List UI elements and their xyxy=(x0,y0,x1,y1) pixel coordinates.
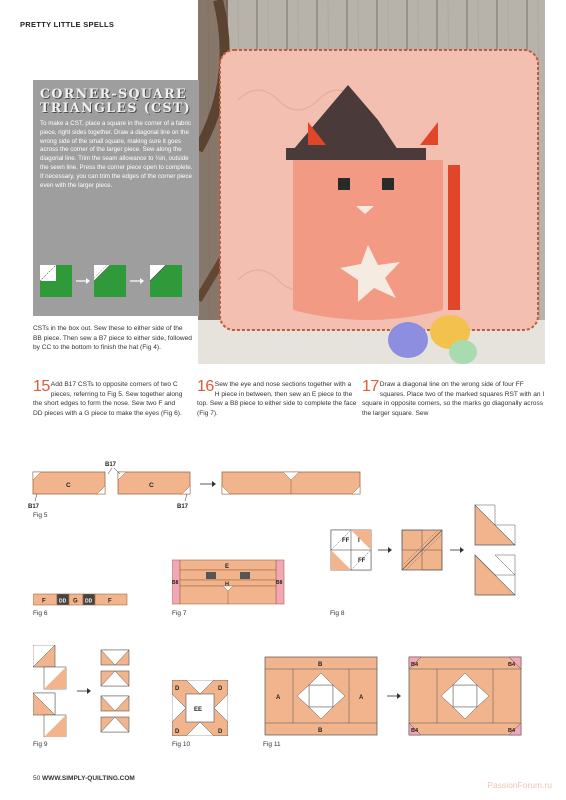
step-15-text: Add B17 CSTs to opposite corners of two C pieces, referring to Fig 5. Sew together along the short edges to form the nose. Sew two F and DD pieces with a G piece to make the eyes (Fig 6). xyxy=(33,381,183,417)
fig7-e: E xyxy=(225,564,230,570)
fig5-c-left: C xyxy=(66,482,71,489)
fig8-ff-top: FF xyxy=(342,538,350,544)
fig5-diagram xyxy=(28,458,368,516)
step-17-number: 17 xyxy=(362,378,379,395)
sidebar-title-line1: CORNER-SQUARE xyxy=(40,86,187,101)
fig5-label: Fig 5 xyxy=(33,512,48,519)
footer-site: WWW.SIMPLY-QUILTING.COM xyxy=(42,775,135,782)
fig10-d-tl: D xyxy=(175,686,180,692)
fig6-f-left: F xyxy=(42,598,46,605)
fig8-ff-bottom: FF xyxy=(358,558,366,564)
page-number: 50 xyxy=(33,775,41,782)
fig6-label: Fig 6 xyxy=(33,610,48,617)
fig11-b4-bl: B4 xyxy=(411,728,419,734)
intro-paragraph: CSTs in the box out. Sew these to either side of the BB piece. Then sew a B7 piece to either side, followed by CC to the bottom to finish the hat (Fig 4). xyxy=(33,325,192,352)
watermark: PassionForum.ru xyxy=(487,780,552,790)
fig7-h: H xyxy=(225,581,229,588)
fig11-b4-tl: B4 xyxy=(411,662,419,668)
fig10-d-br: D xyxy=(218,729,223,735)
step-16-number: 16 xyxy=(197,378,214,395)
step-15-number: 15 xyxy=(33,378,50,395)
fig5-b17-left: B17 xyxy=(28,504,40,510)
sidebar-body: To make a CST, place a square in the corner of a fabric piece, right sides together. Draw a diagonal line on the wrong side of the small square, making sure it goes across the corner of the larger piece. Sew along the diagonal line. Trim the seam allowance to ¼in, outside the sewn line. Press the corner piece open to complete. If necessary, you can trim the edges of the corner piece even with the larger piece. xyxy=(40,120,193,189)
fig6-diagram xyxy=(33,593,129,607)
fig10-ee: EE xyxy=(194,707,203,713)
fig10-d-tr: D xyxy=(218,686,223,692)
fig11-a-left: A xyxy=(276,695,281,701)
step-17 xyxy=(362,380,548,418)
step-17-text: Draw a diagonal line on the wrong side of four FF squares. Place two of the marked squares RST with an I square in opposite corners, so the marks go diagonally across the larger square. Sew xyxy=(362,381,545,417)
page-footer xyxy=(33,775,135,782)
fig6-f-right: F xyxy=(108,598,112,605)
fig8-label: Fig 8 xyxy=(330,610,345,617)
fig5-c-right: C xyxy=(149,482,154,489)
fig7-b8-left: B8 xyxy=(172,580,179,586)
pillow-photo xyxy=(198,0,545,364)
fig8-i: I xyxy=(358,538,360,544)
fig7-label: Fig 7 xyxy=(172,610,187,617)
fig6-g: G xyxy=(73,598,78,605)
fig11-b-bottom: B xyxy=(318,728,323,734)
fig11-b-top: B xyxy=(318,662,323,668)
running-header: PRETTY LITTLE SPELLS xyxy=(20,20,115,29)
sidebar-title-line2: TRIANGLES (CST) xyxy=(40,100,192,115)
fig9-diagram xyxy=(33,645,133,737)
fig9-label: Fig 9 xyxy=(33,741,48,748)
fig6-dd-right: DD xyxy=(85,598,93,605)
fig11-label: Fig 11 xyxy=(263,741,281,748)
fig10-label: Fig 10 xyxy=(172,741,191,748)
fig10-diagram xyxy=(172,680,228,736)
pillow-photo-art xyxy=(198,0,545,364)
step-15 xyxy=(33,380,185,418)
fig11-b4-tr: B4 xyxy=(508,662,516,668)
fig8-diagram xyxy=(330,500,526,602)
step-16-text: Sew the eye and nose sections together with a H piece in between, then sew an E piece to the top. Sew a B8 piece to either side to complete the face (Fig 7). xyxy=(197,381,357,417)
cst-sidebar xyxy=(33,80,199,316)
fig11-a-right: A xyxy=(359,695,364,701)
fig7-diagram xyxy=(172,558,286,608)
cst-diagram xyxy=(40,263,190,299)
fig10-d-bl: D xyxy=(175,729,180,735)
fig5-b17-top: B17 xyxy=(105,462,117,468)
fig5-b17-right: B17 xyxy=(177,504,189,510)
fig6-dd-left: DD xyxy=(59,598,67,605)
fig7-b8-right: B8 xyxy=(276,580,283,586)
step-16 xyxy=(197,380,357,418)
fig11-diagram xyxy=(263,655,525,737)
fig11-b4-br: B4 xyxy=(508,728,516,734)
